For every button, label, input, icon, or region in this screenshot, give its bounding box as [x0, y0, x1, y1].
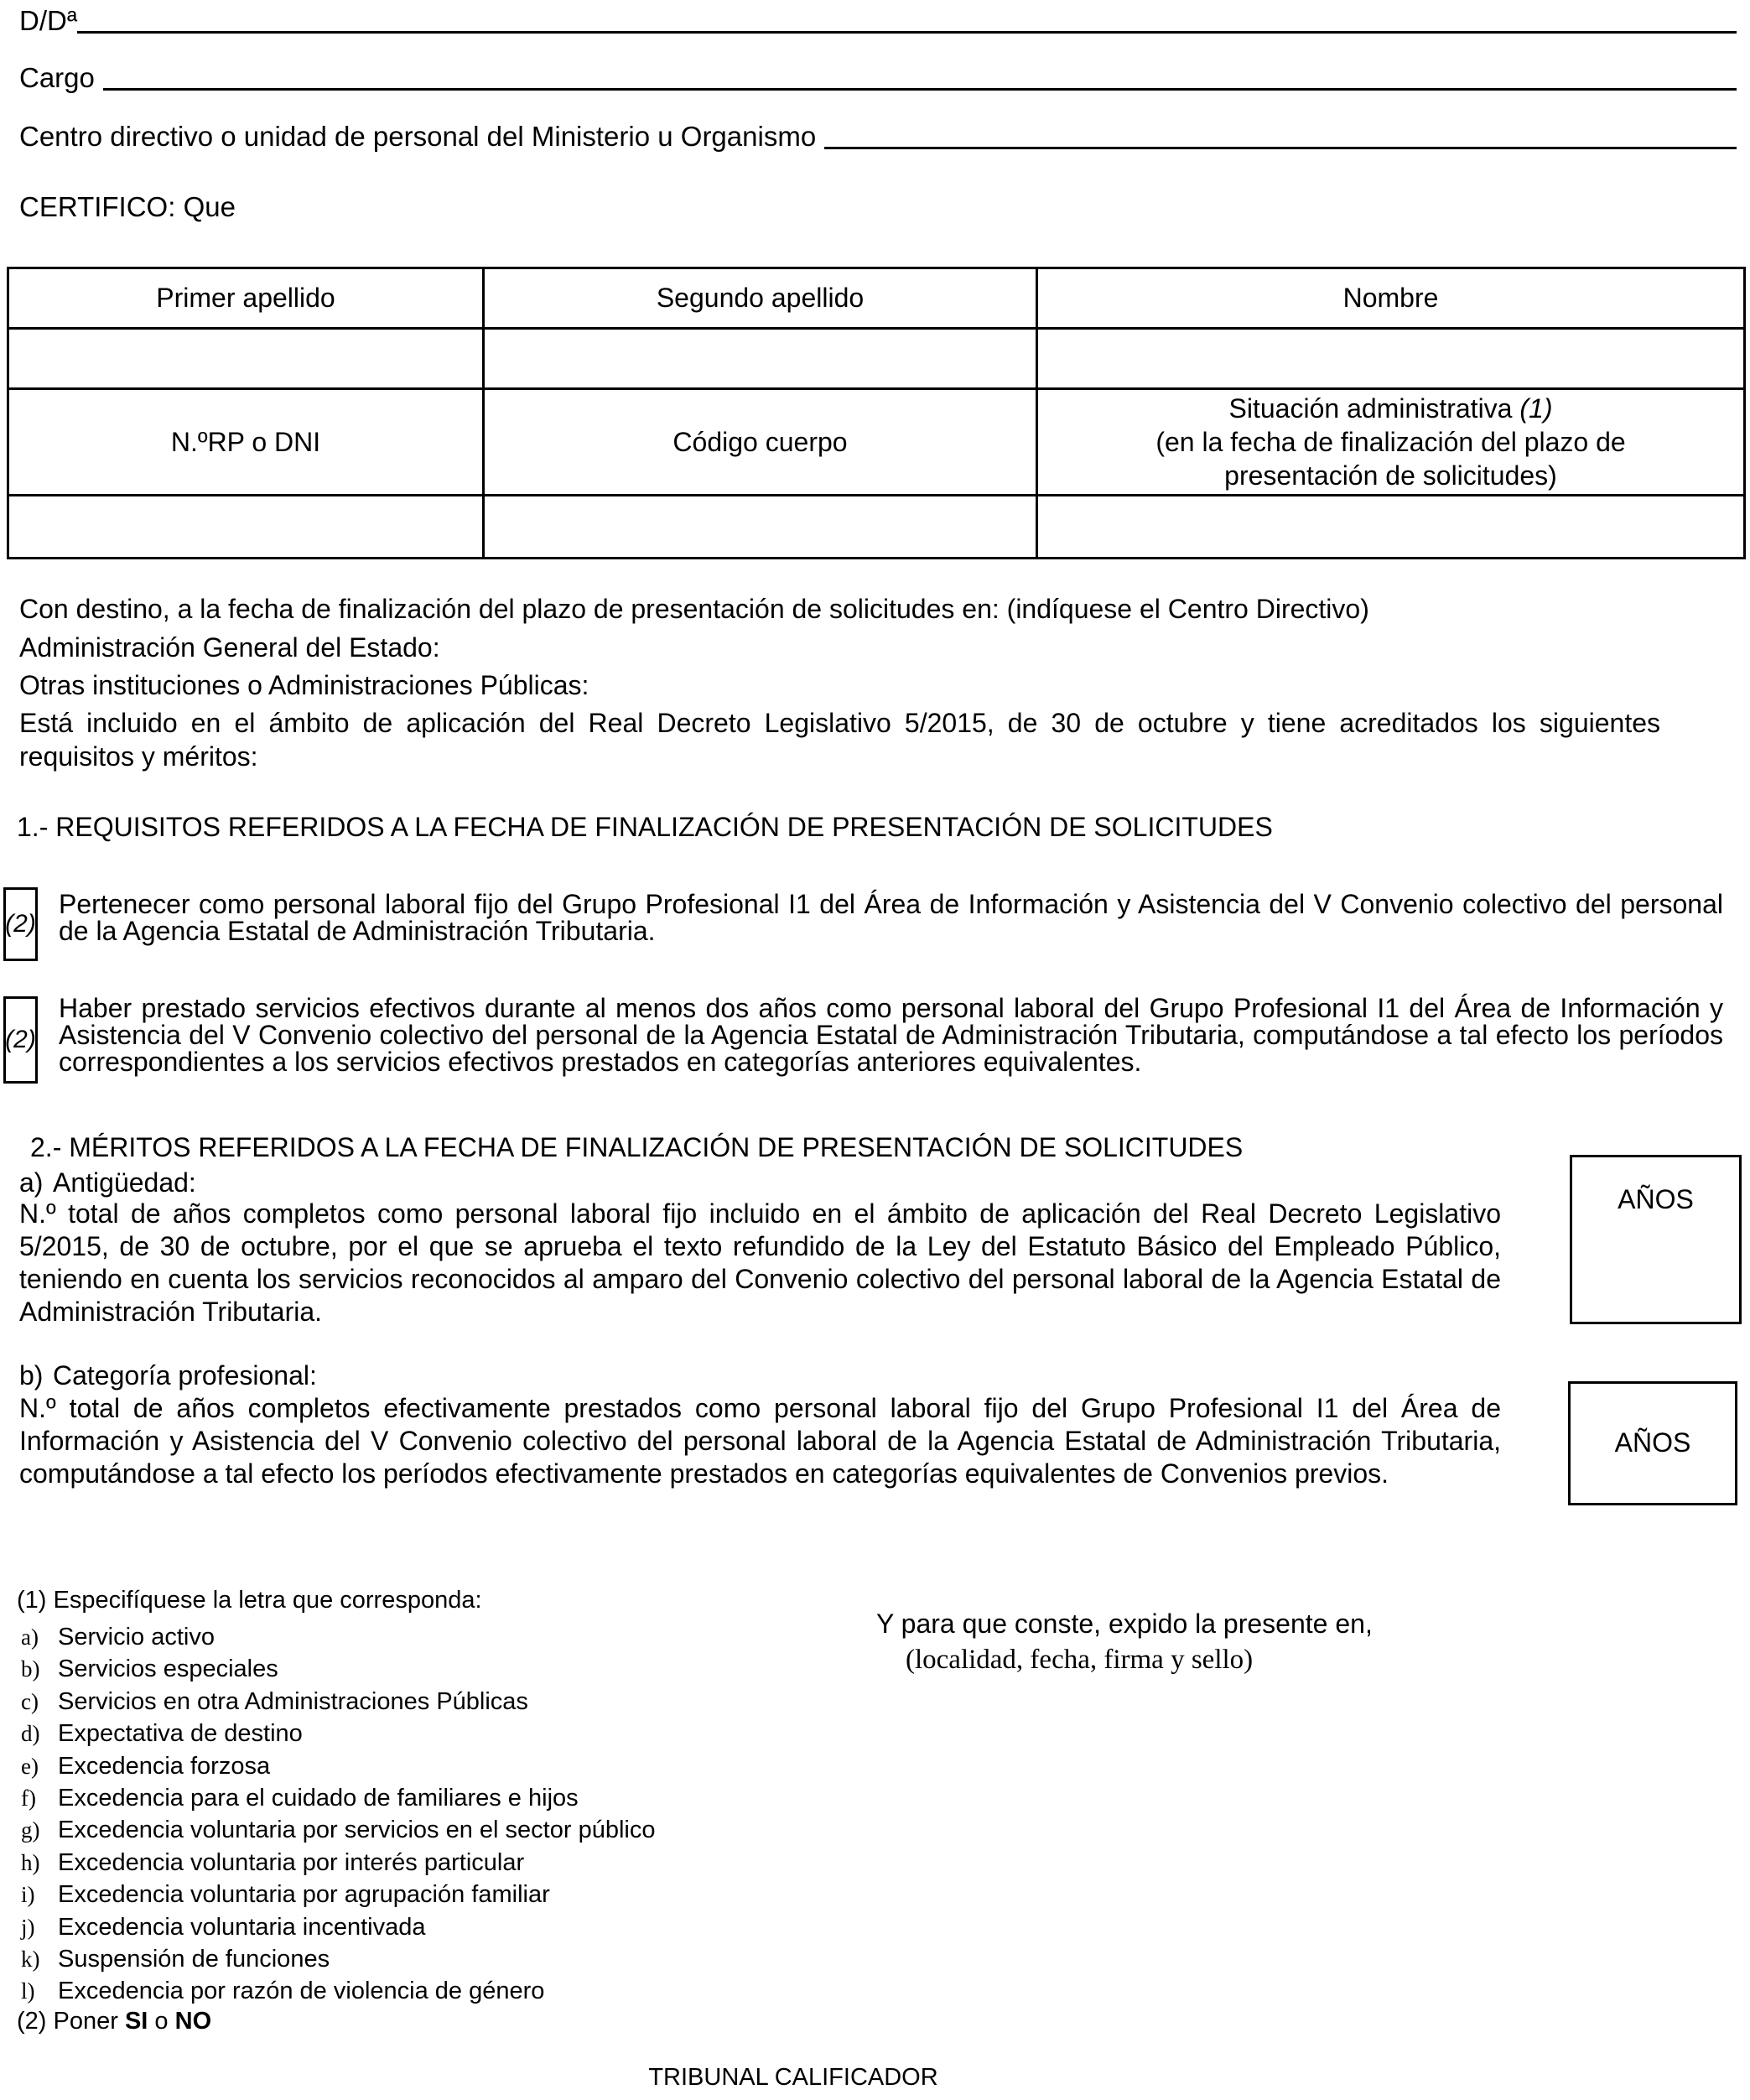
- situacion-header-lines: [1038, 392, 1743, 492]
- section1-title: 1.- REQUISITOS REFERIDOS A LA FECHA DE FINALIZACIÓN DE PRESENTACIÓN DE SOLICITUDES: [17, 812, 1273, 842]
- fill-row-name: [19, 5, 1737, 37]
- section2-title: 2.- MÉRITOS REFERIDOS A LA FECHA DE FINALIZACIÓN DE PRESENTACIÓN DE SOLICITUDES: [30, 1132, 1244, 1162]
- list-item: [21, 1943, 655, 1975]
- name-fill-in-line: [77, 31, 1737, 34]
- list-item: [21, 1621, 655, 1653]
- centro-directivo-label: Centro directivo o unidad de personal del Ministerio u Organismo: [19, 121, 817, 152]
- ref-2-box-1: (2): [3, 887, 38, 961]
- merit-b-letter: b): [19, 1360, 44, 1390]
- merit-a-label: Antigüedad:: [53, 1167, 196, 1198]
- anos-box-antiguedad-label: AÑOS: [1618, 1184, 1694, 1214]
- cell-nrp-dni-empty: [8, 496, 484, 559]
- list-item: [21, 1847, 655, 1879]
- fill-row-centro-directivo: [19, 121, 1737, 153]
- list-item-text: Expectativa de destino: [58, 1720, 303, 1748]
- situacion-line1: Situación administrativa: [1228, 393, 1513, 424]
- list-item-text: Excedencia voluntaria por agrupación familiar: [58, 1881, 550, 1909]
- list-item: [21, 1814, 655, 1846]
- list-item-letter: a): [21, 1624, 39, 1650]
- header-situacion-administrativa: [1037, 389, 1745, 496]
- list-item: [21, 1750, 655, 1782]
- table-row: [8, 329, 1745, 389]
- tribunal-calificador-footer: TRIBUNAL CALIFICADOR: [648, 2064, 938, 2091]
- footnote-2-no: NO: [174, 2008, 212, 2035]
- list-item-letter: h): [21, 1849, 40, 1875]
- list-item-text: Servicios especiales: [58, 1656, 278, 1683]
- merit-a-heading: [19, 1167, 196, 1198]
- list-item-text: Suspensión de funciones: [58, 1945, 330, 1973]
- name-label: D/Dª: [19, 5, 78, 36]
- list-item: [21, 1782, 655, 1814]
- list-item-letter: b): [21, 1656, 40, 1682]
- centro-directivo-fill-in-line: [824, 147, 1737, 149]
- list-item-text: Excedencia voluntaria incentivada: [58, 1913, 426, 1941]
- cell-primer-apellido-empty: [8, 329, 484, 389]
- table-row: [8, 389, 1745, 496]
- situacion-line3: presentación de solicitudes): [1224, 460, 1557, 491]
- merit-b-text: N.º total de años completos efectivamente prestados como personal laboral fijo del Grupo Profesional I1 del Área de Información y Asistencia del V Convenio colectivo del personal laboral de la Agencia Estatal de Administración Tributaria, computándose a tal efecto los períodos efectivamente prestados en categorías equivalentes de Convenios previos.: [19, 1393, 1501, 1489]
- destino-line3: Otras instituciones o Administraciones Públicas:: [19, 670, 589, 700]
- list-item: [21, 1718, 655, 1749]
- footnote-2-connector: o: [154, 2008, 169, 2035]
- merit-a-letter: a): [19, 1167, 44, 1198]
- footnote-1-title: (1) Especifíquese la letra que corresponda:: [17, 1587, 482, 1614]
- destino-line2: Administración General del Estado:: [19, 632, 440, 663]
- list-item: [21, 1686, 655, 1718]
- closing-statement: Y para que conste, expido la presente en,: [876, 1609, 1373, 1639]
- list-item-text: Excedencia para el cuidado de familiares e hijos: [58, 1784, 579, 1812]
- table-row: [8, 268, 1745, 329]
- requisito-2-text: Haber prestado servicios efectivos durante al menos dos años como personal laboral del Grupo Profesional I1 del Área de Información y Asistencia del V Convenio colectivo del personal de la Agencia Estatal de Administración Tributaria, computándose a tal efecto los períodos correspondientes a los servicios efectivos prestados en categorías anteriores equivalentes.: [59, 993, 1723, 1077]
- list-item-letter: e): [21, 1753, 39, 1779]
- footnote-2-si: SI: [124, 2008, 148, 2035]
- anos-box-antiguedad: [1570, 1155, 1742, 1324]
- list-item-letter: f): [21, 1785, 36, 1811]
- fill-row-cargo: [19, 62, 1737, 94]
- anos-box-categoria: [1568, 1381, 1737, 1505]
- cell-nombre-empty: [1037, 329, 1745, 389]
- list-item: [21, 1911, 655, 1943]
- cargo-label: Cargo: [19, 62, 95, 93]
- list-item-text: Excedencia voluntaria por servicios en el sector público: [58, 1817, 656, 1844]
- applicant-data-table: [7, 267, 1746, 559]
- destino-line4: Está incluido en el ámbito de aplicación del Real Decreto Legislativo 5/2015, de 30 de octubre y tiene acreditados los siguientes requisitos y méritos:: [19, 708, 1660, 772]
- anos-box-categoria-label: AÑOS: [1614, 1427, 1691, 1458]
- requisito-1-text: Pertenecer como personal laboral fijo del Grupo Profesional I1 del Área de Información y Asistencia del V Convenio colectivo del personal de la Agencia Estatal de Administración Tributaria.: [59, 889, 1723, 946]
- merit-b-heading: [19, 1360, 317, 1391]
- header-segundo-apellido: Segundo apellido: [484, 268, 1037, 329]
- footnote-2-prefix: (2) Poner: [17, 2008, 118, 2035]
- header-nrp-dni: N.ºRP o DNI: [8, 389, 484, 496]
- list-item-text: Excedencia forzosa: [58, 1752, 271, 1780]
- footnote-2: [17, 2008, 211, 2035]
- destino-line1: Con destino, a la fecha de finalización del plazo de presentación de solicitudes en: (indíquese el Centro Directivo): [19, 594, 1369, 624]
- merit-a-text: N.º total de años completos como personal laboral fijo incluido en el ámbito de aplicación del Real Decreto Legislativo 5/2015, de 30 de octubre, por el que se aprueba el texto refundido de la Ley del Estatuto Básico del Empleado Público, teniendo en cuenta los servicios reconocidos al amparo del Convenio colectivo del personal laboral de la Agencia Estatal de Administración Tributaria.: [19, 1198, 1501, 1327]
- list-item-text: Servicio activo: [58, 1624, 215, 1650]
- list-item-text: Servicios en otra Administraciones Públicas: [58, 1687, 528, 1715]
- situacion-line2: (en la fecha de finalización del plazo de: [1155, 427, 1626, 457]
- ref-2-box-2: (2): [3, 996, 38, 1084]
- list-item-letter: g): [21, 1817, 40, 1843]
- list-item-text: Excedencia por razón de violencia de género: [58, 1978, 545, 2005]
- cell-segundo-apellido-empty: [484, 329, 1037, 389]
- list-item-text: Excedencia voluntaria por interés particular: [58, 1848, 525, 1876]
- situacion-letters-list: [21, 1621, 655, 2008]
- certifico-heading: CERTIFICO: Que: [19, 191, 236, 222]
- header-primer-apellido: Primer apellido: [8, 268, 484, 329]
- list-item: [21, 1975, 655, 2007]
- cell-codigo-cuerpo-empty: [484, 496, 1037, 559]
- header-codigo-cuerpo: Código cuerpo: [484, 389, 1037, 496]
- situacion-ref-1: (1): [1519, 393, 1553, 424]
- list-item: [21, 1653, 655, 1685]
- list-item: [21, 1879, 655, 1910]
- table-row: [8, 496, 1745, 559]
- list-item-letter: l): [21, 1978, 35, 2004]
- closing-place-date-note: (localidad, fecha, firma y sello): [906, 1645, 1254, 1675]
- list-item-letter: d): [21, 1721, 40, 1747]
- list-item-letter: i): [21, 1882, 35, 1908]
- list-item-letter: c): [21, 1688, 39, 1714]
- list-item-letter: k): [21, 1946, 40, 1972]
- merit-b-label: Categoría profesional:: [53, 1360, 317, 1390]
- header-nombre: Nombre: [1037, 268, 1745, 329]
- cargo-fill-in-line: [103, 88, 1737, 91]
- cell-situacion-empty: [1037, 496, 1745, 559]
- list-item-letter: j): [21, 1914, 35, 1940]
